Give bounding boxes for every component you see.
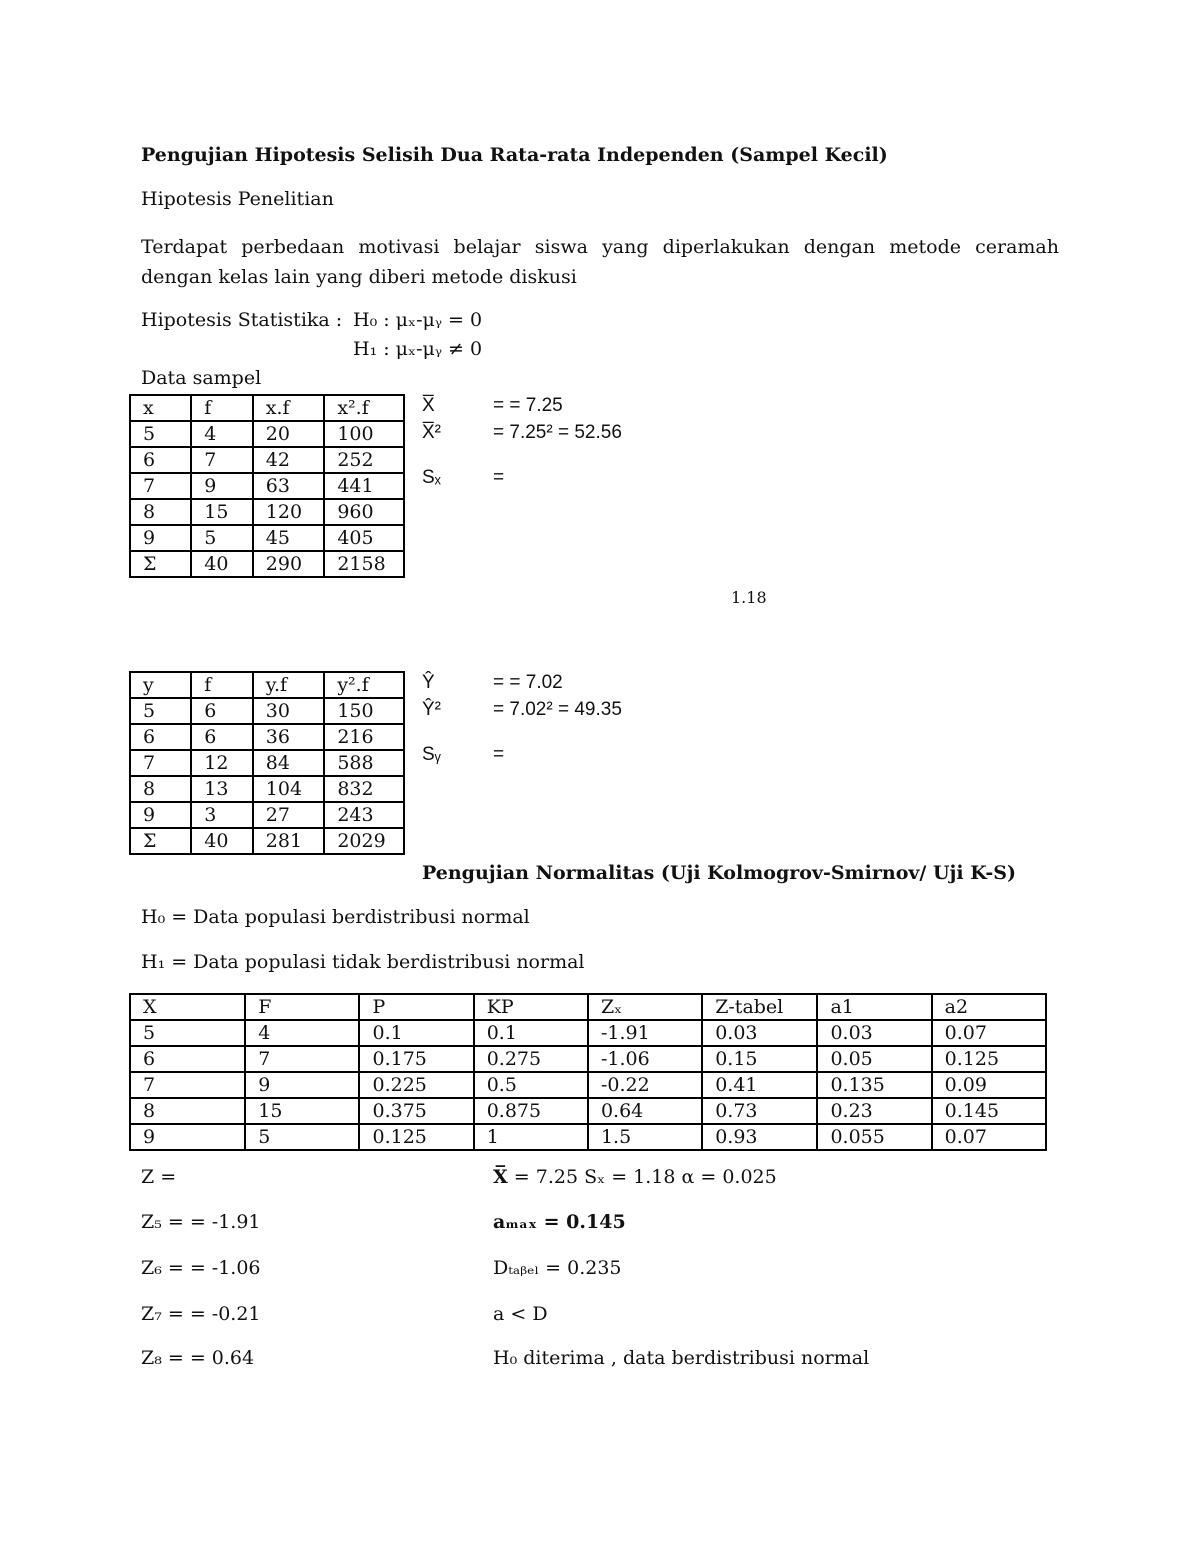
table-ks-header-cell: a1 [817,994,931,1020]
table-y-cell: 36 [253,724,325,750]
table-x-cell: 15 [191,499,253,525]
table-ks-cell: 0.93 [702,1124,817,1150]
amax-line: aₘₐₓ = 0.145 [493,1211,626,1233]
table-ks-cell: 0.055 [817,1124,931,1150]
table-row [130,1098,1046,1124]
table-x-header-row [130,395,404,421]
table-x-cell: 405 [324,525,404,551]
mean-y-sq-label: Ŷ² [422,699,441,720]
table-ks-cell: 0.125 [359,1124,473,1150]
table-x-cell: 4 [191,421,253,447]
table-ks-cell: 0.64 [588,1098,702,1124]
table-ks-cell: 9 [245,1072,359,1098]
table-y-header-cell: f [191,672,253,698]
table-y-cell: 216 [324,724,404,750]
dtabel-line: Dₜₐᵦₑₗ = 0.235 [493,1257,622,1279]
table-x-cell: 7 [130,473,191,499]
table-y-cell: 40 [191,828,253,854]
table-x-cell: 7 [191,447,253,473]
table-x-cell: 42 [253,447,325,473]
normalitas-title: Pengujian Normalitas (Uji Kolmogrov-Smirnov/ Uji K-S) [422,862,1016,884]
table-x-cell: 63 [253,473,325,499]
table-ks-cell: 7 [130,1072,245,1098]
table-y-cell: 84 [253,750,325,776]
table-x-header-cell: x².f [324,395,404,421]
table-ks-header-cell: F [245,994,359,1020]
table-ks-cell: 0.07 [932,1124,1046,1150]
table-ks-header-cell: a2 [932,994,1046,1020]
sd-x-label: Sₓ [422,467,441,488]
table-y-cell: 12 [191,750,253,776]
table-ks-cell: 0.07 [932,1020,1046,1046]
table-ks-header-cell: Z-tabel [702,994,817,1020]
mean-y-value: = = 7.02 [493,672,563,693]
table-x-cell: 40 [191,551,253,577]
table-ks [129,993,1047,1151]
table-x-cell: 5 [130,421,191,447]
page-title: Pengujian Hipotesis Selisih Dua Rata-rata Independen (Sampel Kecil) [141,144,888,166]
table-ks-cell: 6 [130,1046,245,1072]
table-row [130,776,404,802]
table-ks-cell: -1.91 [588,1020,702,1046]
table-y-cell: 243 [324,802,404,828]
hipotesis-penelitian-text: Terdapat perbedaan motivasi belajar siswa yang diperlakukan dengan metode ceramah dengan kelas lain yang diberi metode diskusi [141,236,1059,288]
table-row [130,802,404,828]
table-x-header-cell: x.f [253,395,325,421]
table-row [130,447,404,473]
mean-x-sq-value: = 7.25² = 52.56 [493,422,622,443]
table-x-cell: Σ [130,551,191,577]
table-row [130,750,404,776]
z5-line: Z₅ = = -1.91 [141,1211,261,1233]
table-x-header-cell: f [191,395,253,421]
hipotesis-penelitian-label: Hipotesis Penelitian [141,188,334,210]
table-y-cell: 27 [253,802,325,828]
table-row [130,828,404,854]
table-row [130,1046,1046,1072]
table-row [130,525,404,551]
z-definition: Z = [141,1166,177,1188]
table-ks-cell: 1 [474,1124,588,1150]
table-ks-cell: 0.03 [817,1020,931,1046]
table-y-cell: 281 [253,828,325,854]
hipotesis-statistika-label: Hipotesis Statistika : [141,309,343,331]
table-y-cell: 3 [191,802,253,828]
table-x-cell: 9 [191,473,253,499]
table-ks-cell: 0.135 [817,1072,931,1098]
table-y-cell: 13 [191,776,253,802]
table-ks-cell: -1.06 [588,1046,702,1072]
table-x-cell: 8 [130,499,191,525]
table-ks-cell: 0.1 [474,1020,588,1046]
mean-x-label: X̅ [422,395,435,416]
table-x-cell: 6 [130,447,191,473]
table-x-cell: 20 [253,421,325,447]
table-ks-cell: 0.875 [474,1098,588,1124]
table-ks-header-cell: P [359,994,473,1020]
mean-y-label: Ŷ [422,672,435,693]
mean-y-sq-value: = 7.02² = 49.35 [493,699,622,720]
table-row [130,1072,1046,1098]
table-ks-cell: 0.175 [359,1046,473,1072]
table-ks-cell: 0.225 [359,1072,473,1098]
z8-line: Z₈ = = 0.64 [141,1347,255,1369]
sd-y-equals: = [493,744,505,765]
z7-line: Z₇ = = -0.21 [141,1303,261,1325]
table-y-cell: 5 [130,698,191,724]
h1-statistika: H₁ : μₓ-μᵧ ≠ 0 [353,338,483,360]
table-row [130,499,404,525]
table-ks-cell: 8 [130,1098,245,1124]
table-ks-cell: 0.145 [932,1098,1046,1124]
table-y-cell: 7 [130,750,191,776]
table-ks-cell: 7 [245,1046,359,1072]
table-ks-cell: 0.09 [932,1072,1046,1098]
sd-x-result: 1.18 [731,588,767,607]
table-y-cell: 6 [191,724,253,750]
table-y-header-cell: y.f [253,672,325,698]
table-ks-header-row [130,994,1046,1020]
compare-line: a < D [493,1303,548,1325]
table-ks-cell: 0.5 [474,1072,588,1098]
table-ks-cell: 0.375 [359,1098,473,1124]
params-xbar: X̅ [493,1166,508,1188]
table-y-cell: 6 [130,724,191,750]
table-row [130,1124,1046,1150]
z6-line: Z₆ = = -1.06 [141,1257,261,1279]
table-ks-cell: 15 [245,1098,359,1124]
params-rest: = 7.25 Sₓ = 1.18 α = 0.025 [507,1166,777,1188]
mean-x-value: = = 7.25 [493,395,563,416]
table-ks-header-cell: KP [474,994,588,1020]
table-row [130,724,404,750]
table-ks-cell: 0.125 [932,1046,1046,1072]
table-ks-cell: 4 [245,1020,359,1046]
table-y-cell: 104 [253,776,325,802]
sd-y-label: Sᵧ [422,744,441,765]
table-y-header-row [130,672,404,698]
table-row [130,421,404,447]
table-y-cell: 2029 [324,828,404,854]
table-ks-cell: 5 [130,1020,245,1046]
conclusion-line: H₀ diterima , data berdistribusi normal [493,1347,870,1369]
table-ks-cell: 0.41 [702,1072,817,1098]
table-ks-cell: 9 [130,1124,245,1150]
table-x-cell: 5 [191,525,253,551]
table-y-header-cell: y².f [324,672,404,698]
table-ks-cell: 0.275 [474,1046,588,1072]
table-ks-header-cell: X [130,994,245,1020]
table-y-cell: 150 [324,698,404,724]
table-y-header-cell: y [130,672,191,698]
table-ks-cell: 1.5 [588,1124,702,1150]
table-y-cell: 6 [191,698,253,724]
data-sampel-label: Data sampel [141,367,262,389]
table-ks-cell: 0.73 [702,1098,817,1124]
table-x-cell: 252 [324,447,404,473]
sd-x-equals: = [493,467,505,488]
table-x-cell: 441 [324,473,404,499]
table-ks-header-cell: Zₓ [588,994,702,1020]
table-x-cell: 120 [253,499,325,525]
table-row [130,698,404,724]
table-x-cell: 45 [253,525,325,551]
table-y-cell: Σ [130,828,191,854]
table-x-cell: 960 [324,499,404,525]
table-x-header-cell: x [130,395,191,421]
table-y-cell: 588 [324,750,404,776]
table-ks-cell: 0.15 [702,1046,817,1072]
table-x [129,394,405,578]
table-ks-cell: 0.05 [817,1046,931,1072]
h1-normalitas: H₁ = Data populasi tidak berdistribusi normal [141,951,585,973]
table-row [130,551,404,577]
table-x-cell: 9 [130,525,191,551]
table-y-cell: 8 [130,776,191,802]
mean-x-sq-label: X̅² [422,422,441,443]
table-x-cell: 100 [324,421,404,447]
table-y-cell: 832 [324,776,404,802]
table-ks-cell: -0.22 [588,1072,702,1098]
table-ks-cell: 0.03 [702,1020,817,1046]
table-y-cell: 9 [130,802,191,828]
table-x-cell: 290 [253,551,325,577]
params-line [493,1166,777,1188]
table-ks-cell: 0.23 [817,1098,931,1124]
table-y-cell: 30 [253,698,325,724]
table-x-cell: 2158 [324,551,404,577]
table-ks-cell: 5 [245,1124,359,1150]
table-row [130,1020,1046,1046]
h0-statistika: H₀ : μₓ-μᵧ = 0 [353,309,483,331]
h0-normalitas: H₀ = Data populasi berdistribusi normal [141,906,530,928]
table-row [130,473,404,499]
table-ks-cell: 0.1 [359,1020,473,1046]
table-y [129,671,405,855]
